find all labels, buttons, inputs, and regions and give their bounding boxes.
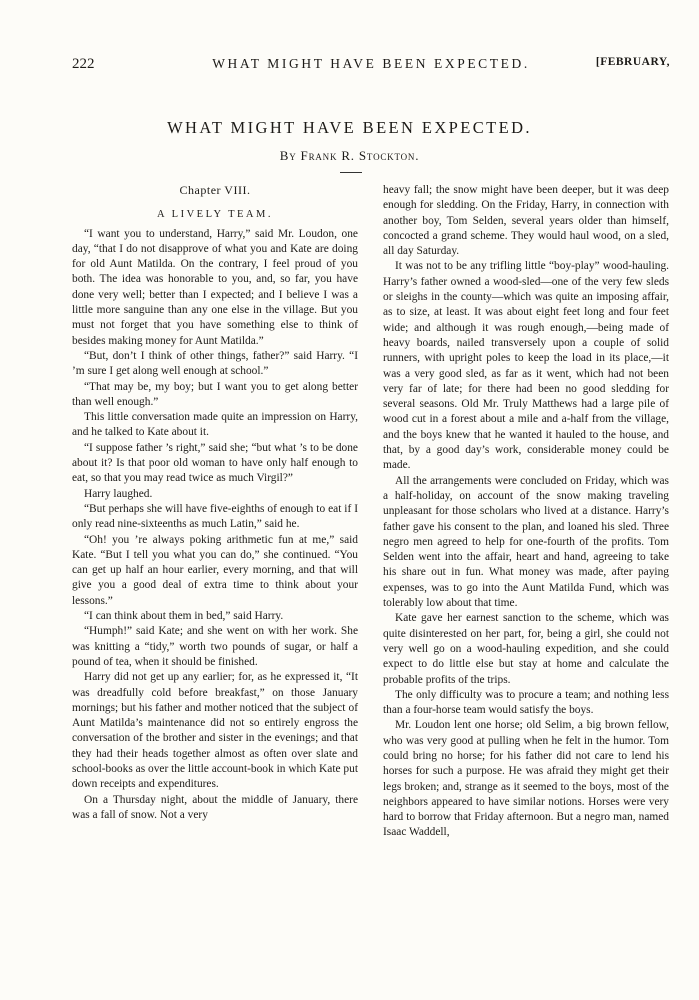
chapter-heading: Chapter VIII. [179, 183, 251, 197]
page-number: 222 [72, 56, 95, 72]
paragraph: “I want you to understand, Harry,” said Mr. Loudon, one day, “that I do not disapprove of what you and Kate are doing for old Aunt Matilda. On the contrary, I feel proud of you both. The idea was honorable to you, and, so far, you have done very well; better than I expected; and I believe I was a little more sanguine than any one else in the village. But you must not forget that you have something else to think of besides making money for Aunt Matilda.” [72, 227, 358, 347]
paragraph: The only difficulty was to procure a team; and nothing less than a four-horse team would satisfy the boys. [383, 688, 669, 717]
paragraph: “That may be, my boy; but I want you to get along better than well enough.” [72, 380, 358, 408]
paragraph: This little conversation made quite an impression on Harry, and he talked to Kate about it. [72, 411, 358, 439]
paragraph: “I can think about them in bed,” said Harry. [84, 610, 284, 623]
article-title: WHAT MIGHT HAVE BEEN EXPECTED. [167, 118, 532, 137]
paragraph-continued: heavy fall; the snow might have been deeper, but it was deep enough for sledding. On the Friday, Harry, in connection with another boy, Tom Selden, several years older than himself, concocted a grand scheme. They would haul wood, on a sled, all day Saturday. [383, 184, 669, 258]
running-title: WHAT MIGHT HAVE BEEN EXPECTED. [212, 56, 530, 71]
left-column [72, 183, 358, 823]
paragraph: Harry laughed. [84, 487, 153, 500]
paragraph: It was not to be any trifling little “boy-play” wood-hauling. Harry’s father owned a wood-sled—one of the very few sleds or sleighs in the county—which was quite an imposing affair, as to size, at least. It was about eight feet long and four feet wide; and although it was rough enough,—being made of heavy boards, nailed transversely upon a couple of solid runners, with upright poles to keep the load in its place,—it was a very good sled, as far as it went, which had not been very far of late; for there had been no good sledding for several seasons. Old Mr. Truly Matthews had a large pile of wood cut in a forest about a mile and a-half from the village, and the boys knew that he wanted it hauled to the house, and that, by a good day’s work, considerable money could be made. [383, 260, 669, 472]
title-rule [340, 172, 362, 173]
paragraph: Mr. Loudon lent one horse; old Selim, a big brown fellow, who was very good at pulling when he felt in the humor. Tom could bring no horse; for his father did not care to lend his horses for such a purpose. He was afraid they might get their legs broken; and, strange as it seemed to the boys, most of the neighbors appeared to have similar notions. Horses were very hard to borrow that Friday afternoon. But a negro man, named Isaac Waddell, [383, 719, 669, 839]
paragraph: “I suppose father ’s right,” said she; “but what ’s to be done about it? Is that poor old woman to have only half enough to eat, so that you may read twice as much Virgil?” [72, 441, 358, 485]
right-column [383, 183, 669, 841]
running-header [72, 56, 670, 78]
paragraph: All the arrangements were concluded on Friday, which was a half-holiday, on account of the snow making traveling unpleasant for those scholars who lived at a distance. Harry’s father gave his consent to the plan, and loaned his sled. Three negro men agreed to help for one-fourth of the profits. Tom Selden went into the affair, heart and hand, agreeing to take his share out in fun. What money was made, after paying expenses, was to go into the Aunt Matilda Fund, which was tolerably low about that time. [383, 474, 669, 610]
paragraph: “Oh! you ’re always poking arithmetic fun at me,” said Kate. “But I tell you what you can do,” she continued. “You can get up half an hour earlier, every morning, and that will give you a good deal of extra time to think about your lessons.” [72, 533, 358, 607]
running-month: [FEBRUARY, [595, 56, 670, 68]
paragraph: Kate gave her earnest sanction to the scheme, which was quite disinterested on her part, for, being a girl, she could not very well go on a wood-hauling expedition, and she could expect to do little else but stay at home and calculate the probable profits of the trips. [383, 612, 669, 686]
article-byline: By Frank R. Stockton. [279, 148, 420, 163]
chapter-subtitle: A LIVELY TEAM. [157, 209, 273, 221]
paragraph: “But perhaps she will have five-eighths of enough to eat if I only read nine-sixteenths as much Latin,” said he. [72, 502, 358, 531]
paragraph: “But, don’t I think of other things, father?” said Harry. “I ’m sure I get along well enough at school.” [72, 349, 358, 378]
paragraph: On a Thursday night, about the middle of January, there was a fall of snow. Not a very [72, 793, 358, 821]
paragraph: “Humph!” said Kate; and she went on with her work. She was knitting a “tidy,” worth two pounds of sugar, or half a pound of tea, when it should be finished. [72, 625, 358, 668]
paragraph: Harry did not get up any earlier; for, as he expressed it, “It was dreadfully cold before breakfast,” on those January mornings; but his father and mother noticed that the subject of Aunt Matilda’s maintenance did not so entirely engross the conversation of the brother and sister in the evenings; and that they had their heads together almost as often over slate and school-books as over the little account-book in which Kate put down receipts and expenditures. [72, 671, 358, 791]
